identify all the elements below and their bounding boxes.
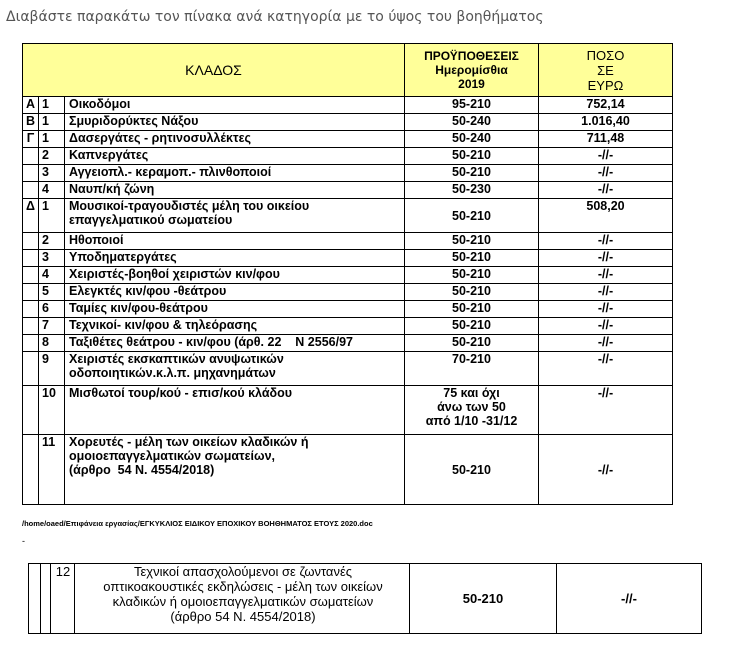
table-row <box>23 318 673 335</box>
row-category-letter: Α <box>23 97 39 114</box>
header-amount-line: ΕΥΡΩ <box>587 77 624 93</box>
row-requirement-line: άνω των 50 <box>437 400 506 414</box>
row-title-line: οδοποιητικών.κ.λ.π. μηχανημάτων <box>69 366 276 380</box>
row-amount: -//- <box>557 564 702 634</box>
row-amount: -//- <box>539 165 673 182</box>
row-requirement <box>405 335 539 352</box>
row-requirement-line: 50-210 <box>452 267 491 281</box>
row-title <box>65 267 405 284</box>
row-spacer-cell <box>29 564 41 634</box>
table-row <box>23 148 673 165</box>
table-row <box>23 182 673 199</box>
row-requirement <box>405 284 539 301</box>
row-category-letter <box>23 386 39 435</box>
table-row <box>23 301 673 318</box>
row-requirement-line: 50-210 <box>452 318 491 332</box>
row-requirement <box>405 114 539 131</box>
row-requirement: 50-210 <box>410 564 557 634</box>
row-title-line: (άρθρο 54 Ν. 4554/2018) <box>170 609 316 624</box>
row-requirement <box>405 148 539 165</box>
row-title <box>65 386 405 435</box>
row-requirement <box>405 318 539 335</box>
row-number: 1 <box>39 199 65 233</box>
table-row <box>23 165 673 182</box>
row-category-letter <box>23 301 39 318</box>
row-number: 5 <box>39 284 65 301</box>
header-amount-line: ΠΟΣΟ <box>586 47 625 63</box>
row-requirement-line: 75 και όχι <box>443 386 500 400</box>
row-amount: -//- <box>539 182 673 199</box>
table-row <box>23 114 673 131</box>
row-title-line: κλαδικών ή ομοιοεπαγγελματικών σωματείων <box>112 594 374 609</box>
row-requirement <box>405 301 539 318</box>
row-category-letter <box>23 284 39 301</box>
row-amount: 711,48 <box>539 131 673 148</box>
row-category-letter <box>23 435 39 505</box>
row-category-letter <box>23 165 39 182</box>
row-requirement <box>405 386 539 435</box>
row-requirement-line: 95-210 <box>452 97 491 111</box>
row-title <box>65 182 405 199</box>
row-category-letter <box>23 250 39 267</box>
row-requirement-line: 50-210 <box>452 335 491 349</box>
header-amount-line: ΣΕ <box>597 62 614 78</box>
table-row <box>23 131 673 148</box>
table-row <box>23 199 673 233</box>
row-amount: -//- <box>539 148 673 165</box>
row-category-letter <box>23 267 39 284</box>
row-number: 2 <box>39 148 65 165</box>
table-row <box>23 250 673 267</box>
row-requirement-line: 50-210 <box>452 284 491 298</box>
row-title <box>65 435 405 505</box>
row-amount: 1.016,40 <box>539 114 673 131</box>
table-row <box>29 564 702 634</box>
row-requirement <box>405 250 539 267</box>
footer-dash: - <box>22 536 25 546</box>
row-number: 1 <box>39 131 65 148</box>
row-requirement-line: 50-240 <box>452 114 491 128</box>
row-category-letter <box>23 335 39 352</box>
row-title <box>65 148 405 165</box>
row-number: 6 <box>39 301 65 318</box>
row-title-line: Ταμίες κιν/φου-θεάτρου <box>69 301 208 315</box>
header-req-line: ΠΡΟΫΠΟΘΕΣΕΙΣ <box>424 49 519 63</box>
row-number: 7 <box>39 318 65 335</box>
row-number: 3 <box>39 250 65 267</box>
row-title <box>65 165 405 182</box>
table-row <box>23 284 673 301</box>
row-category-letter: Β <box>23 114 39 131</box>
row-amount: -//- <box>539 318 673 335</box>
header-requirements <box>405 44 539 97</box>
row-category-letter <box>23 148 39 165</box>
row-requirement <box>405 435 539 505</box>
row-amount: -//- <box>539 284 673 301</box>
row-number: 3 <box>39 165 65 182</box>
row-amount: 508,20 <box>539 199 673 233</box>
row-category-letter: Γ <box>23 131 39 148</box>
row-number: 4 <box>39 182 65 199</box>
row-amount: -//- <box>539 435 673 505</box>
row-number: 1 <box>39 97 65 114</box>
row-requirement-line: 70-210 <box>452 352 491 366</box>
row-title-line: Δασεργάτες - ρητινοσυλλέκτες <box>69 131 252 145</box>
intro-text: Διαβάστε παρακάτω τον πίνακα ανά κατηγορία με το ύψος του βοηθήματος <box>6 9 544 25</box>
row-title-line: Σμυριδορύκτες Νάξου <box>69 114 199 128</box>
row-category-letter <box>23 318 39 335</box>
row-title-line: Τεχνικοί- κιν/φου & τηλεόρασης <box>69 318 258 332</box>
row-number: 10 <box>39 386 65 435</box>
row-requirement-line: 50-210 <box>452 462 491 477</box>
table-row <box>23 386 673 435</box>
row-title <box>65 284 405 301</box>
row-title-line: Χορευτές - μέλη των οικείων κλαδικών ή <box>69 435 309 449</box>
row-requirement-line: 50-210 <box>452 301 491 315</box>
table-row <box>23 335 673 352</box>
row-title-line: ομοιοεπαγγελματικών σωματείων, <box>69 449 275 463</box>
row-title-line: επαγγελματικού σωματείου <box>69 213 233 227</box>
table-row <box>23 233 673 250</box>
row-category-letter: Δ <box>23 199 39 233</box>
row-requirement-line: 50-230 <box>452 182 491 196</box>
row-requirement <box>405 165 539 182</box>
row-number: 1 <box>39 114 65 131</box>
row-title-line: Μισθωτοί τουρ/κού - επισ/κού κλάδου <box>69 386 293 400</box>
row-requirement-line: από 1/10 -31/12 <box>425 414 518 428</box>
row-amount: 752,14 <box>539 97 673 114</box>
row-amount: -//- <box>539 267 673 284</box>
row-title-line: Μουσικοί-τραγουδιστές μέλη του οικείου <box>69 199 310 213</box>
benefit-table-continued <box>28 563 702 634</box>
row-title-line: Ελεγκτές κιν/φου -θεάτρου <box>69 284 227 298</box>
table-row <box>23 352 673 386</box>
row-requirement-line: 50-210 <box>452 250 491 264</box>
row-requirement <box>405 97 539 114</box>
row-title <box>65 250 405 267</box>
row-number: 4 <box>39 267 65 284</box>
row-title <box>65 131 405 148</box>
header-klados: ΚΛΑΔΟΣ <box>23 44 405 97</box>
row-title <box>65 97 405 114</box>
header-req-line: 2019 <box>458 77 485 91</box>
row-category-letter <box>23 182 39 199</box>
row-requirement-line: 50-210 <box>452 165 491 179</box>
row-title <box>65 233 405 250</box>
row-requirement <box>405 199 539 233</box>
row-amount: -//- <box>539 352 673 386</box>
row-title-line: Αγγειοπλ.- κεραμοπ.- πλινθοποιοί <box>69 165 272 179</box>
row-requirement-line: 50-240 <box>452 131 491 145</box>
row-title-line: Οικοδόμοι <box>69 97 131 111</box>
row-requirement <box>405 352 539 386</box>
row-requirement-line: 50-210 <box>452 233 491 247</box>
row-title <box>75 564 410 634</box>
row-title <box>65 318 405 335</box>
table-row <box>23 97 673 114</box>
row-requirement <box>405 131 539 148</box>
document-path: /home/oaed/Επιφάνεια εργασίας/ΕΓΚΥΚΛΙΟΣ ΕΙΔΙΚΟΥ ΕΠΟΧΙΚΟΥ ΒΟΗΘΗΜΑΤΟΣ ΕΤΟΥΣ 2020.doc <box>22 519 373 528</box>
row-letter-cell <box>41 564 51 634</box>
row-title <box>65 352 405 386</box>
row-title-line: Ηθοποιοί <box>69 233 124 247</box>
header-amount <box>539 44 673 97</box>
row-amount: -//- <box>539 386 673 435</box>
row-number: 2 <box>39 233 65 250</box>
row-title <box>65 114 405 131</box>
row-requirement <box>405 233 539 250</box>
row-title <box>65 199 405 233</box>
row-number: 11 <box>39 435 65 505</box>
row-requirement-line: 50-210 <box>452 208 491 223</box>
row-amount: -//- <box>539 250 673 267</box>
row-amount: -//- <box>539 233 673 250</box>
benefit-table <box>22 43 673 505</box>
row-amount: -//- <box>539 335 673 352</box>
row-number: 8 <box>39 335 65 352</box>
row-title-line: Χειριστές-βοηθοί χειριστών κιν/φου <box>69 267 280 281</box>
row-category-letter <box>23 352 39 386</box>
row-title-line: (άρθρο 54 Ν. 4554/2018) <box>69 463 215 477</box>
row-requirement <box>405 182 539 199</box>
header-req-line: Ημερομίσθια <box>435 63 508 77</box>
row-number: 12 <box>51 564 75 634</box>
row-requirement <box>405 267 539 284</box>
table-header-row <box>23 44 673 97</box>
row-title-line: Τεχνικοί απασχολούμενοι σε ζωντανές <box>133 564 353 579</box>
table-row <box>23 267 673 284</box>
row-title-line: Υποδηματεργάτες <box>69 250 177 264</box>
table-row <box>23 435 673 505</box>
row-title-line: οπτικοακουστικές εκδηλώσεις - μέλη των οικείων <box>103 579 383 594</box>
row-amount: -//- <box>539 301 673 318</box>
row-requirement-line: 50-210 <box>452 148 491 162</box>
row-category-letter <box>23 233 39 250</box>
row-number: 9 <box>39 352 65 386</box>
row-title-line: Ταξιθέτες θεάτρου - κιν/φου (άρθ. 22 Ν 2556/97 <box>69 335 353 349</box>
row-title <box>65 335 405 352</box>
row-title-line: Ναυπ/κή ζώνη <box>69 182 155 196</box>
row-title <box>65 301 405 318</box>
row-title-line: Χειριστές εκσκαπτικών ανυψωτικών <box>69 352 284 366</box>
row-title-line: Καπνεργάτες <box>69 148 149 162</box>
